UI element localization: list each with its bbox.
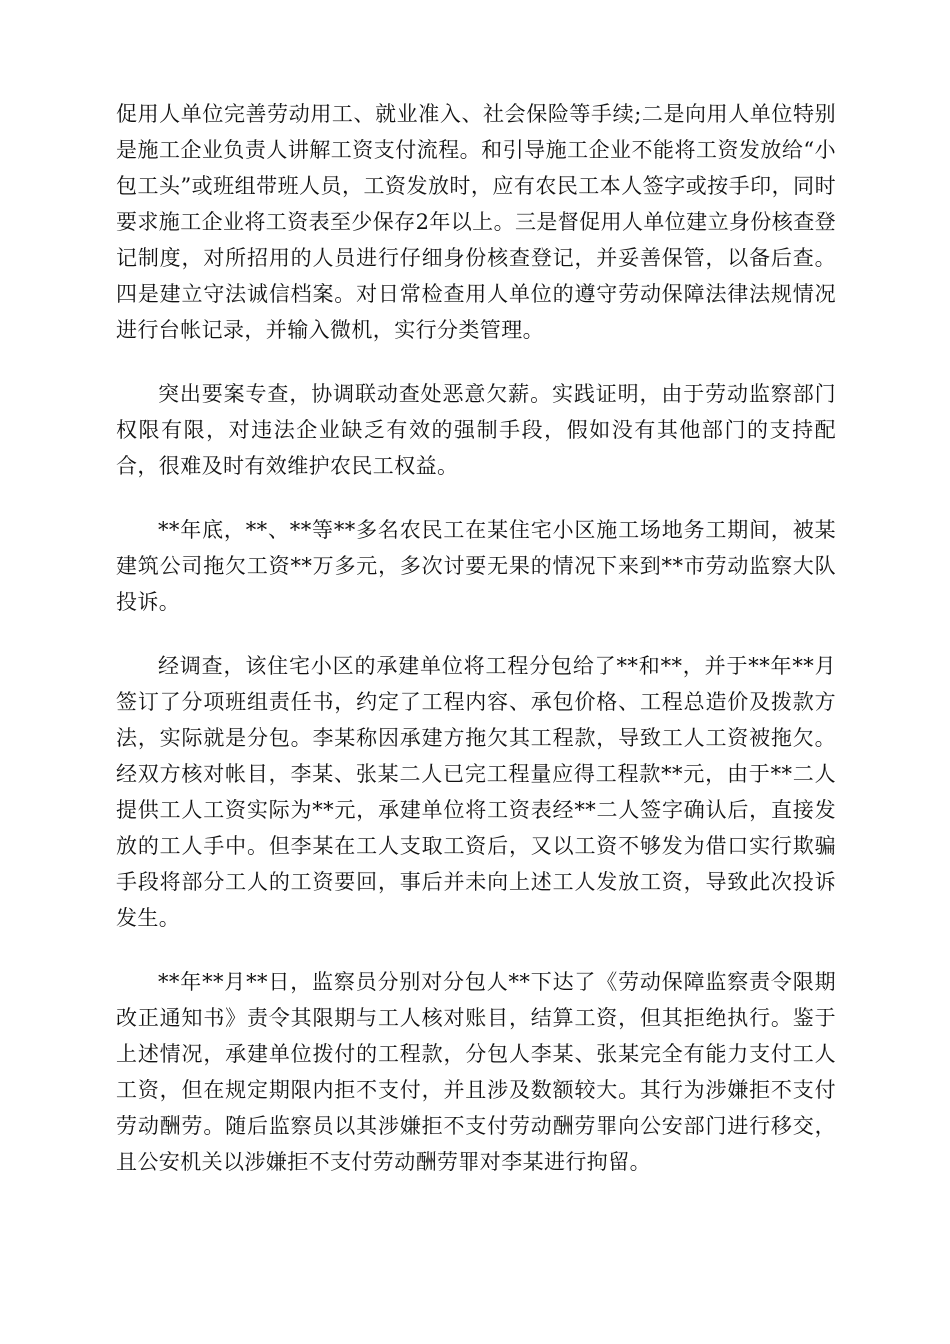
paragraph-1: 促用人单位完善劳动用工、就业准入、社会保险等手续;二是向用人单位特别是施工企业负责人讲解工资支付流程。和引导施工企业不能将工资发放给“小包工头”或班组带班人员，工资发放时，应有农民工本人签字或按手印，同时要求施工企业将工资表至少保存2年以上。三是督促用人单位建立身份核查登记制度，对所招用的人员进行仔细身份核查登记，并妥善保管，以备后查。四是建立守法诚信档案。对日常检查用人单位的遵守劳动保障法律法规情况进行台帐记录，并输入微机，实行分类管理。 bbox=[116, 102, 836, 342]
paragraph-3: **年底，**、**等**多名农民工在某住宅小区施工场地务工期间，被某建筑公司拖欠工资**万多元，多次讨要无果的情况下来到**市劳动监察大队投诉。 bbox=[116, 518, 836, 614]
paragraph-4: 经调查，该住宅小区的承建单位将工程分包给了**和**，并于**年**月签订了分项班组责任书，约定了工程内容、承包价格、工程总造价及拨款方法，实际就是分包。李某称因承建方拖欠其工程款，导致工人工资被拖欠。经双方核对帐目，李某、张某二人已完工程量应得工程款**元，由于**二人提供工人工资实际为**元，承建单位将工资表经**二人签字确认后，直接发放的工人手中。但李某在工人支取工资后，又以工资不够发为借口实行欺骗手段将部分工人的工资要回，事后并未向上述工人发放工资，导致此次投诉发生。 bbox=[116, 654, 836, 930]
paragraph-2: 突出要案专查，协调联动查处恶意欠薪。实践证明，由于劳动监察部门权限有限，对违法企业缺乏有效的强制手段，假如没有其他部门的支持配合，很难及时有效维护农民工权益。 bbox=[116, 382, 836, 478]
paragraph-5: **年**月**日，监察员分别对分包人**下达了《劳动保障监察责令限期改正通知书》责令其限期与工人核对账目，结算工资，但其拒绝执行。鉴于上述情况，承建单位拨付的工程款，分包人李某、张某完全有能力支付工人工资，但在规定期限内拒不支付，并且涉及数额较大。其行为涉嫌拒不支付劳动酬劳。随后监察员以其涉嫌拒不支付劳动酬劳罪向公安部门进行移交，且公安机关以涉嫌拒不支付劳动酬劳罪对李某进行拘留。 bbox=[116, 970, 836, 1174]
document-page bbox=[116, 96, 836, 1208]
